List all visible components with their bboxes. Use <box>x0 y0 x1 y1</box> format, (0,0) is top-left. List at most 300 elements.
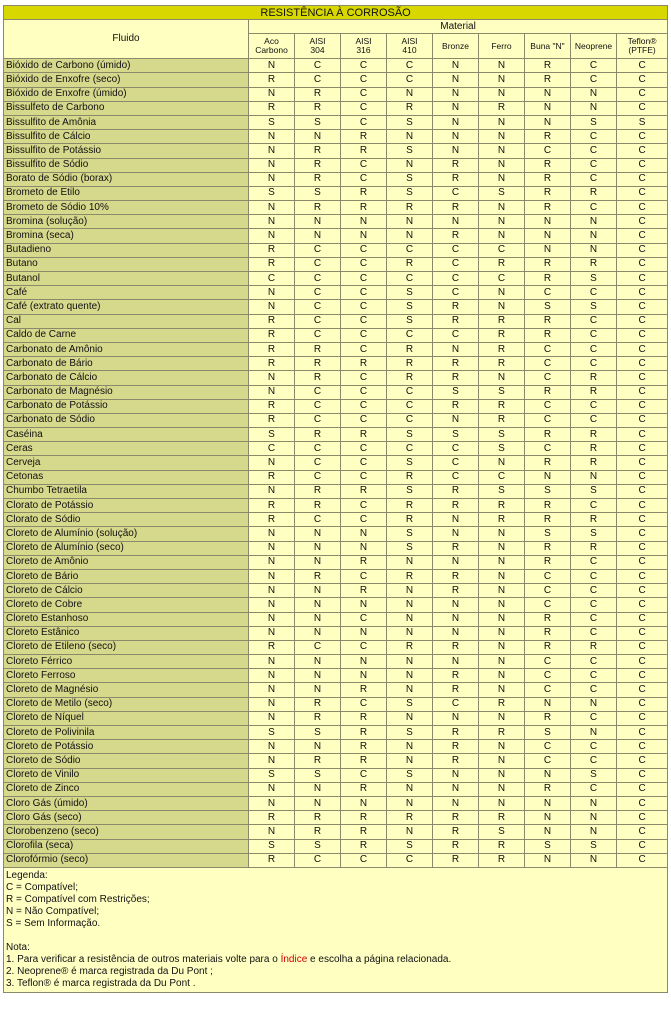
material-header-line: AISI <box>309 36 326 47</box>
compatibility-cell: C <box>617 796 668 810</box>
compatibility-cell: N <box>387 740 433 754</box>
compatibility-cell: R <box>295 144 341 158</box>
compatibility-cell: N <box>571 243 617 257</box>
table-row <box>4 229 668 243</box>
compatibility-cell: C <box>617 569 668 583</box>
compatibility-cell: R <box>341 811 387 825</box>
table-row <box>4 257 668 271</box>
compatibility-cell: C <box>433 257 479 271</box>
compatibility-cell: N <box>387 796 433 810</box>
compatibility-cell: N <box>295 683 341 697</box>
compatibility-cell: S <box>617 115 668 129</box>
compatibility-cell: N <box>571 796 617 810</box>
compatibility-cell: C <box>617 768 668 782</box>
compatibility-cell: S <box>387 428 433 442</box>
compatibility-cell: R <box>249 101 295 115</box>
compatibility-cell: S <box>571 839 617 853</box>
compatibility-cell: C <box>341 499 387 513</box>
fluid-name-cell: Cloro Gás (úmido) <box>4 796 249 810</box>
compatibility-cell: C <box>617 328 668 342</box>
index-link[interactable]: Índice <box>280 953 308 965</box>
fluid-name-cell: Cloreto de Bário <box>4 569 249 583</box>
compatibility-cell: N <box>249 300 295 314</box>
fluid-name-cell: Butanol <box>4 272 249 286</box>
compatibility-cell: C <box>341 286 387 300</box>
compatibility-cell: S <box>387 726 433 740</box>
compatibility-cell: N <box>387 229 433 243</box>
compatibility-cell: S <box>387 314 433 328</box>
compatibility-cell: N <box>387 655 433 669</box>
compatibility-cell: N <box>571 87 617 101</box>
table-row <box>4 300 668 314</box>
material-header-line: AISI <box>355 36 372 47</box>
compatibility-cell: S <box>571 527 617 541</box>
fluid-name-cell: Cetonas <box>4 470 249 484</box>
table-row <box>4 711 668 725</box>
table-row <box>4 541 668 555</box>
compatibility-cell: C <box>387 328 433 342</box>
fluid-name-cell: Caldo de Carne <box>4 328 249 342</box>
compatibility-cell: R <box>387 371 433 385</box>
compatibility-cell: R <box>387 470 433 484</box>
compatibility-cell: N <box>249 215 295 229</box>
compatibility-cell: N <box>525 853 571 867</box>
compatibility-cell: N <box>433 513 479 527</box>
compatibility-cell: C <box>433 186 479 200</box>
compatibility-cell: C <box>525 399 571 413</box>
table-row <box>4 59 668 73</box>
compatibility-cell: R <box>249 853 295 867</box>
compatibility-cell: N <box>525 101 571 115</box>
compatibility-cell: N <box>249 130 295 144</box>
compatibility-cell: N <box>525 796 571 810</box>
table-row <box>4 697 668 711</box>
compatibility-cell: C <box>571 328 617 342</box>
compatibility-cell: C <box>571 357 617 371</box>
compatibility-cell: C <box>525 655 571 669</box>
table-row <box>4 470 668 484</box>
compatibility-cell: N <box>571 101 617 115</box>
compatibility-cell: N <box>433 711 479 725</box>
fluid-name-cell: Brometo de Sódio 10% <box>4 201 249 215</box>
fluid-name-cell: Café <box>4 286 249 300</box>
compatibility-cell: C <box>341 413 387 427</box>
compatibility-cell: C <box>295 456 341 470</box>
compatibility-cell: C <box>341 470 387 484</box>
compatibility-cell: R <box>479 342 525 356</box>
compatibility-cell: C <box>295 413 341 427</box>
compatibility-cell: C <box>341 513 387 527</box>
compatibility-cell: S <box>295 115 341 129</box>
compatibility-cell: C <box>341 73 387 87</box>
compatibility-cell: C <box>617 470 668 484</box>
compatibility-cell: R <box>433 314 479 328</box>
compatibility-cell: C <box>617 158 668 172</box>
compatibility-cell: C <box>341 101 387 115</box>
compatibility-cell: C <box>617 272 668 286</box>
compatibility-cell: R <box>479 499 525 513</box>
compatibility-cell: N <box>295 655 341 669</box>
compatibility-cell: C <box>525 286 571 300</box>
compatibility-cell: C <box>525 357 571 371</box>
compatibility-cell: C <box>295 73 341 87</box>
compatibility-cell: C <box>617 640 668 654</box>
compatibility-cell: R <box>571 442 617 456</box>
fluid-name-cell: Cloreto de Alumínio (seco) <box>4 541 249 555</box>
compatibility-cell: C <box>341 442 387 456</box>
compatibility-cell: S <box>387 484 433 498</box>
fluid-name-cell: Chumbo Tetraetila <box>4 484 249 498</box>
compatibility-cell: C <box>571 555 617 569</box>
table-row <box>4 428 668 442</box>
compatibility-cell: N <box>433 73 479 87</box>
compatibility-cell: N <box>433 796 479 810</box>
table-row <box>4 655 668 669</box>
compatibility-cell: N <box>249 796 295 810</box>
compatibility-cell: N <box>295 584 341 598</box>
compatibility-cell: R <box>525 782 571 796</box>
fluid-name-cell: Clorobenzeno (seco) <box>4 825 249 839</box>
compatibility-cell: N <box>249 456 295 470</box>
compatibility-cell: N <box>479 73 525 87</box>
compatibility-cell: C <box>617 711 668 725</box>
fluid-name-cell: Carbonato de Cálcio <box>4 371 249 385</box>
table-row <box>4 527 668 541</box>
compatibility-cell: R <box>433 569 479 583</box>
compatibility-cell: R <box>295 87 341 101</box>
compatibility-cell: R <box>479 853 525 867</box>
material-header <box>433 34 479 59</box>
fluid-name-cell: Carbonato de Bário <box>4 357 249 371</box>
compatibility-cell: R <box>433 541 479 555</box>
compatibility-cell: N <box>479 569 525 583</box>
fluid-name-cell: Carbonato de Sódio <box>4 413 249 427</box>
compatibility-cell: N <box>433 130 479 144</box>
compatibility-cell: R <box>479 413 525 427</box>
compatibility-cell: S <box>249 839 295 853</box>
compatibility-cell: C <box>295 853 341 867</box>
fluid-name-cell: Bissulfeto de Carbono <box>4 101 249 115</box>
compatibility-cell: C <box>387 385 433 399</box>
compatibility-cell: R <box>433 853 479 867</box>
table-row <box>4 130 668 144</box>
compatibility-cell: R <box>433 499 479 513</box>
compatibility-cell: R <box>479 839 525 853</box>
compatibility-cell: C <box>249 442 295 456</box>
compatibility-cell: R <box>295 754 341 768</box>
compatibility-cell: C <box>571 73 617 87</box>
notes-title: Nota: <box>6 941 30 953</box>
compatibility-cell: C <box>617 598 668 612</box>
compatibility-cell: S <box>387 456 433 470</box>
material-group-header: Material <box>249 20 668 34</box>
table-row <box>4 243 668 257</box>
compatibility-cell: C <box>387 399 433 413</box>
compatibility-cell: N <box>479 300 525 314</box>
compatibility-cell: N <box>249 782 295 796</box>
compatibility-cell: N <box>387 584 433 598</box>
compatibility-cell: N <box>295 740 341 754</box>
compatibility-cell: C <box>571 286 617 300</box>
compatibility-cell: N <box>249 527 295 541</box>
note-1: 1. Para verificar a resistência de outros materiais volte para o Índice e escolha a página relacionada. <box>6 953 452 965</box>
compatibility-cell: C <box>387 59 433 73</box>
compatibility-cell: N <box>341 626 387 640</box>
table-row <box>4 839 668 853</box>
compatibility-cell: N <box>249 626 295 640</box>
table-row <box>4 640 668 654</box>
fluid-name-cell: Brometo de Etilo <box>4 186 249 200</box>
compatibility-cell: C <box>571 413 617 427</box>
table-row <box>4 456 668 470</box>
compatibility-cell: C <box>341 697 387 711</box>
compatibility-cell: C <box>295 314 341 328</box>
compatibility-cell: S <box>479 385 525 399</box>
compatibility-cell: C <box>617 371 668 385</box>
compatibility-cell: N <box>479 158 525 172</box>
compatibility-cell: N <box>341 655 387 669</box>
compatibility-cell: S <box>433 428 479 442</box>
compatibility-cell: C <box>387 853 433 867</box>
compatibility-cell: N <box>479 655 525 669</box>
compatibility-cell: C <box>341 342 387 356</box>
compatibility-cell: R <box>571 385 617 399</box>
legend-and-notes <box>4 867 668 992</box>
compatibility-cell: R <box>249 314 295 328</box>
compatibility-cell: R <box>525 555 571 569</box>
fluid-name-cell: Cloreto de Cálcio <box>4 584 249 598</box>
compatibility-cell: N <box>387 683 433 697</box>
compatibility-cell: R <box>571 371 617 385</box>
compatibility-cell: C <box>571 740 617 754</box>
compatibility-cell: N <box>295 555 341 569</box>
compatibility-cell: R <box>433 839 479 853</box>
compatibility-cell: C <box>433 697 479 711</box>
compatibility-cell: C <box>617 754 668 768</box>
compatibility-cell: C <box>387 73 433 87</box>
compatibility-cell: C <box>571 499 617 513</box>
compatibility-cell: N <box>433 612 479 626</box>
fluid-name-cell: Cloreto Férrico <box>4 655 249 669</box>
compatibility-cell: R <box>525 314 571 328</box>
compatibility-cell: R <box>525 328 571 342</box>
compatibility-cell: S <box>387 768 433 782</box>
compatibility-cell: R <box>387 499 433 513</box>
compatibility-cell: S <box>571 484 617 498</box>
compatibility-cell: C <box>341 115 387 129</box>
compatibility-cell: C <box>341 371 387 385</box>
material-header-line: Carbono <box>255 45 288 56</box>
compatibility-cell: R <box>571 257 617 271</box>
material-header-line: Ferro <box>491 40 512 51</box>
compatibility-cell: R <box>249 499 295 513</box>
compatibility-cell: N <box>479 59 525 73</box>
compatibility-cell: N <box>479 229 525 243</box>
compatibility-cell: N <box>433 626 479 640</box>
compatibility-cell: R <box>571 640 617 654</box>
compatibility-cell: S <box>387 144 433 158</box>
compatibility-cell: N <box>249 201 295 215</box>
legend-item-compatible: C = Compatível; <box>6 881 78 893</box>
compatibility-cell: R <box>479 257 525 271</box>
compatibility-cell: N <box>249 754 295 768</box>
fluid-name-cell: Bromina (seca) <box>4 229 249 243</box>
table-title: RESISTÊNCIA À CORROSÃO <box>4 6 668 20</box>
compatibility-cell: C <box>341 385 387 399</box>
compatibility-cell: S <box>571 768 617 782</box>
compatibility-cell: R <box>571 513 617 527</box>
compatibility-cell: R <box>433 371 479 385</box>
compatibility-cell: C <box>617 357 668 371</box>
compatibility-cell: R <box>525 158 571 172</box>
compatibility-cell: R <box>571 456 617 470</box>
table-row <box>4 726 668 740</box>
table-row <box>4 101 668 115</box>
compatibility-cell: N <box>479 371 525 385</box>
compatibility-cell: N <box>249 825 295 839</box>
compatibility-cell: R <box>525 456 571 470</box>
fluid-name-cell: Cloreto Estânico <box>4 626 249 640</box>
fluid-name-cell: Borato de Sódio (borax) <box>4 172 249 186</box>
compatibility-cell: N <box>249 385 295 399</box>
compatibility-cell: R <box>249 413 295 427</box>
compatibility-cell: C <box>571 399 617 413</box>
compatibility-cell: R <box>249 811 295 825</box>
compatibility-cell: N <box>249 740 295 754</box>
compatibility-cell: S <box>387 527 433 541</box>
compatibility-cell: N <box>341 598 387 612</box>
compatibility-cell: C <box>341 59 387 73</box>
compatibility-cell: N <box>571 697 617 711</box>
compatibility-cell: N <box>387 87 433 101</box>
compatibility-cell: N <box>249 484 295 498</box>
compatibility-cell: N <box>571 215 617 229</box>
compatibility-cell: N <box>525 115 571 129</box>
compatibility-cell: N <box>433 87 479 101</box>
compatibility-cell: R <box>525 499 571 513</box>
compatibility-cell: C <box>617 87 668 101</box>
compatibility-cell: R <box>341 825 387 839</box>
compatibility-cell: R <box>249 640 295 654</box>
compatibility-cell: N <box>525 470 571 484</box>
compatibility-cell: N <box>525 768 571 782</box>
compatibility-cell: S <box>525 839 571 853</box>
compatibility-cell: C <box>433 272 479 286</box>
fluid-name-cell: Bióxido de Carbono (úmido) <box>4 59 249 73</box>
compatibility-cell: S <box>295 839 341 853</box>
compatibility-cell: C <box>341 399 387 413</box>
table-row <box>4 825 668 839</box>
compatibility-cell: R <box>525 272 571 286</box>
compatibility-cell: R <box>479 101 525 115</box>
fluid-name-cell: Clorato de Potássio <box>4 499 249 513</box>
compatibility-cell: C <box>571 144 617 158</box>
compatibility-cell: N <box>433 115 479 129</box>
compatibility-cell: N <box>525 87 571 101</box>
compatibility-cell: R <box>433 158 479 172</box>
fluid-name-cell: Cloreto Estanhoso <box>4 612 249 626</box>
compatibility-cell: R <box>525 172 571 186</box>
compatibility-cell: R <box>571 428 617 442</box>
fluid-name-cell: Butano <box>4 257 249 271</box>
compatibility-cell: R <box>295 342 341 356</box>
compatibility-cell: C <box>525 144 571 158</box>
compatibility-cell: C <box>525 669 571 683</box>
table-row <box>4 584 668 598</box>
compatibility-cell: N <box>249 569 295 583</box>
compatibility-cell: C <box>571 172 617 186</box>
compatibility-cell: S <box>387 172 433 186</box>
legend-title: Legenda: <box>6 869 48 881</box>
material-header-line: 304 <box>310 45 325 56</box>
table-row <box>4 144 668 158</box>
compatibility-cell: R <box>433 683 479 697</box>
compatibility-cell: S <box>387 541 433 555</box>
compatibility-cell: N <box>387 598 433 612</box>
fluid-name-cell: Clorofórmio (seco) <box>4 853 249 867</box>
compatibility-cell: C <box>571 754 617 768</box>
compatibility-cell: N <box>295 796 341 810</box>
compatibility-cell: N <box>249 598 295 612</box>
compatibility-cell: S <box>479 442 525 456</box>
compatibility-cell: R <box>433 584 479 598</box>
compatibility-cell: R <box>479 697 525 711</box>
compatibility-cell: C <box>341 612 387 626</box>
compatibility-cell: R <box>433 229 479 243</box>
compatibility-cell: R <box>249 513 295 527</box>
compatibility-cell: R <box>341 754 387 768</box>
compatibility-cell: N <box>571 811 617 825</box>
compatibility-cell: N <box>525 697 571 711</box>
compatibility-cell: C <box>617 683 668 697</box>
compatibility-cell: N <box>387 158 433 172</box>
fluid-name-cell: Butadieno <box>4 243 249 257</box>
fluid-name-cell: Bissulfito de Sódio <box>4 158 249 172</box>
compatibility-cell: R <box>525 711 571 725</box>
fluid-name-cell: Cerveja <box>4 456 249 470</box>
fluid-name-cell: Cloreto de Cobre <box>4 598 249 612</box>
compatibility-cell: C <box>617 101 668 115</box>
compatibility-cell: R <box>433 669 479 683</box>
compatibility-cell: R <box>295 101 341 115</box>
compatibility-cell: N <box>295 782 341 796</box>
material-header-line: (PTFE) <box>628 45 656 56</box>
compatibility-cell: R <box>525 130 571 144</box>
compatibility-cell: R <box>479 726 525 740</box>
compatibility-cell: C <box>295 385 341 399</box>
compatibility-cell: C <box>341 272 387 286</box>
compatibility-cell: C <box>525 342 571 356</box>
compatibility-cell: C <box>617 726 668 740</box>
compatibility-cell: C <box>341 257 387 271</box>
compatibility-cell: C <box>571 59 617 73</box>
compatibility-cell: S <box>571 272 617 286</box>
compatibility-cell: C <box>617 257 668 271</box>
material-header <box>249 34 295 59</box>
compatibility-cell: C <box>571 158 617 172</box>
compatibility-cell: R <box>341 428 387 442</box>
compatibility-cell: S <box>571 300 617 314</box>
compatibility-cell: R <box>433 172 479 186</box>
compatibility-cell: C <box>617 186 668 200</box>
compatibility-cell: R <box>341 782 387 796</box>
table-row <box>4 754 668 768</box>
compatibility-cell: N <box>387 612 433 626</box>
fluid-name-cell: Bissulfito de Potássio <box>4 144 249 158</box>
compatibility-cell: C <box>525 683 571 697</box>
compatibility-cell: N <box>249 697 295 711</box>
compatibility-cell: N <box>525 215 571 229</box>
